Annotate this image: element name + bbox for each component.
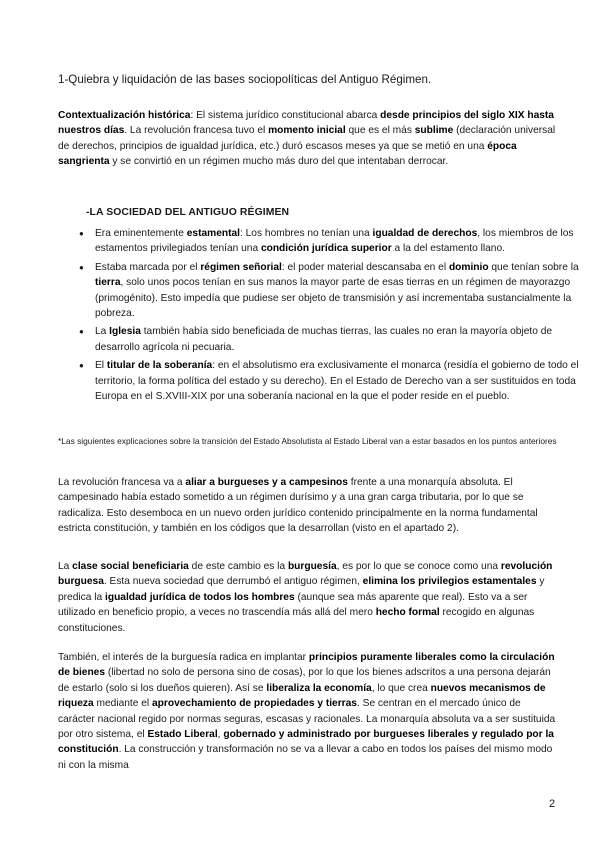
bold-text: clase social beneficiaria [72,561,189,572]
bold-text: titular de la soberanía [106,360,213,372]
text: y predica la [58,576,545,603]
bullet-list [58,226,595,407]
text: . Esta nueva sociedad que derrumbó el antiguo régimen, [103,576,363,588]
text: , los miembros de los estamentos privilegiados tenían una [95,228,574,255]
page-title: 1-Quiebra y liquidación de las bases sociopolíticas del Antiguo Régimen. [58,73,432,86]
page-number: 2 [549,798,556,810]
text: : Los hombres no tenían una [239,228,373,239]
text: (aunque sea más aparente que real). Esto va a ser utilizado en beneficio propio, a veces no trascendía más allá del mero [58,591,528,619]
text: que tenían sobre la [488,261,579,273]
text: a la del estamento llano. [391,243,505,255]
bold-text: estamental [186,228,240,239]
bold-text: condición jurídica superior [260,243,392,255]
paragraph-liberalismo [58,650,558,773]
bold-text: Contextualización histórica [58,110,191,121]
text: , solo unos pocos tenían en sus manos la mayor parte de esas tierras en un régimen de mayorazgo (primogénito). Esto impedía que pudiese ser objeto de transmisión y así incrementaba sustancialmente la pobreza. [95,277,572,320]
text: de este cambio es la [188,561,288,572]
text: , [217,729,224,741]
bold-text: tierra [95,277,121,289]
text: El [95,360,107,372]
bold-text: época sangrienta [58,140,517,168]
text: (libertad no solo de persona sino de cosas), por lo que los bienes adscritos a una persona dejarán de estarlo (solo si los dueños quieren). Así se [58,667,551,694]
bullet-item [95,358,595,404]
text: También, el interés de la burguesía radica en implantar [58,652,309,663]
text: La [95,326,110,338]
text: : el poder material descansaba en el [281,261,449,273]
bold-text: igualdad de derechos [372,228,478,239]
text: mediante el [93,698,153,710]
text: La revolución francesa va a [58,477,186,488]
bold-text: igualdad jurídica de todos los hombres [105,591,295,603]
text: recogido en algunas constituciones. [58,607,535,634]
text: . Se centran en el mercado único de carácter nacional regido por normas seguras, escasas y racionales. La monarquía absoluta va a ser sustituida por otro sistema, el [58,698,556,741]
bold-text: principios puramente liberales como la circulación de bienes [58,652,555,679]
bold-text: sublime [414,125,454,137]
bold-text: hecho formal [375,607,440,619]
bullet-item [95,260,595,322]
text: , lo que crea [371,682,431,694]
text: y se convirtió en un régimen mucho más duro del que intentaban derrocar. [109,156,449,168]
text: . La revolución francesa tuvo el [124,125,269,137]
bold-text: momento inicial [268,125,346,137]
bold-text: aprovechamiento de propiedades y tierras [152,698,357,710]
bold-text: revolución burguesa [58,561,553,588]
text: Estaba marcada por el [95,261,201,273]
text: frente a una monarquía absoluta. El campesinado había estado sometido a un régimen durísimo y a una gran carga tributaria, por lo que se radicaliza. Esto desemboca en un nuevo orden jurídico contenido principalmente en la norma fundamental estricta constitución, y también en los códigos que la desarrollan (visto en el apartado 2). [58,477,538,535]
text: (declaración universal de derechos, principios de igualdad jurídica, etc.) duró escasos meses ya que se metió en una [58,125,556,152]
bold-text: burguesía [287,561,337,572]
bullet-item [95,324,595,355]
paragraph-revolution [58,475,558,537]
bold-text: Estado Liberal [147,729,218,741]
text: , es por lo que se conoce como una [336,561,501,572]
text: : en el absolutismo era exclusivamente el monarca (residía el gobierno de todo el territorio, la forma política del estado y su derecho). En el Estado de Derecho van a ser sustituidos en toda Europa en el S.XVIII-XIX por una soberanía nacional en la que el poder reside en el pueblo. [95,360,579,403]
text: Era eminentemente [95,228,187,239]
bold-text: régimen señorial [200,261,282,273]
intro-paragraph [58,108,558,170]
text: : El sistema jurídico constitucional abarca [190,110,381,121]
bold-text: desde principios del siglo XIX hasta nuestros días [58,110,554,137]
bold-text: aliar a burgueses y a campesinos [185,477,348,488]
bold-text: elimina los privilegios estamentales [362,576,537,588]
section-heading: -LA SOCIEDAD DEL ANTIGUO RÉGIMEN [86,207,290,218]
text: La [58,561,73,572]
footnote: *Las siguientes explicaciones sobre la transición del Estado Absolutista al Estado Liberal van a estar basados en los puntos anteriores [58,436,557,446]
paragraph-burguesia [58,559,558,636]
bold-text: dominio [448,261,489,273]
bold-text: nuevos mecanismos de riqueza [58,682,546,710]
text: . La construcción y transformación no se va a llevar a cabo en todos los países del mismo modo ni con la misma [58,744,553,771]
bold-text: gobernado y administrado por burgueses liberales y regulado por la constitución [58,729,554,756]
bold-text: Iglesia [109,326,141,338]
text: también había sido beneficiada de muchas tierras, las cuales no eran la mayoría objeto de desarrollo agrícola ni pecuaria. [95,326,553,353]
text: que es el más [345,125,415,137]
bullet-item [95,226,595,257]
bold-text: liberaliza la economía [266,682,372,694]
